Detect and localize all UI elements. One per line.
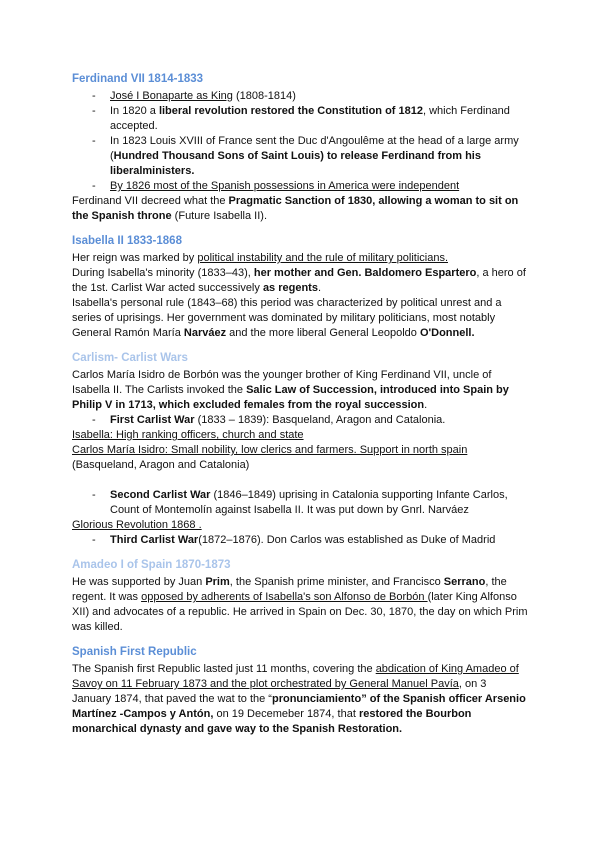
- heading-amadeo: Amadeo I of Spain 1870-1873: [72, 559, 231, 571]
- section-republic: [72, 645, 528, 737]
- link-jose-bonaparte[interactable]: José I Bonaparte as King: [110, 90, 233, 102]
- heading-isabella: Isabella II 1833-1868: [72, 235, 182, 247]
- carlist-list-2: [72, 488, 528, 518]
- list-item: [92, 413, 528, 428]
- section-ferdinand: [72, 72, 528, 224]
- link-carlos-support[interactable]: Carlos María Isidro: Small nobility, low clerics and farmers. Support in north spain: [72, 444, 468, 456]
- bold-text: Hundred Thousand Sons of Saint Louis) to release Ferdinand from his liberalministers.: [110, 150, 481, 177]
- text: (1846–1849) uprising in Catalonia supporting Infante Carlos, Count of Montemolín against Isabella II. It was put down by Gnrl. Narváez: [110, 489, 508, 516]
- text: Her reign was marked by: [72, 252, 198, 264]
- heading-carlism: Carlism- Carlist Wars: [72, 352, 188, 364]
- text: .: [424, 399, 428, 411]
- paragraph: [72, 266, 528, 296]
- section-carlism: [72, 351, 528, 548]
- bold-text: as regents: [262, 282, 318, 294]
- text: (Future Isabella II).: [171, 210, 267, 222]
- text: The Spanish first Republic lasted just 11 months, covering the: [72, 663, 376, 675]
- text: Ferdinand VII decreed what the: [72, 195, 229, 207]
- paragraph: (Basqueland, Aragon and Catalonia): [72, 459, 250, 471]
- text: .: [317, 282, 322, 294]
- text: , which Ferdinand accepted.: [110, 105, 510, 132]
- bold-text: liberal revolution restored the Constitution of 1812: [158, 105, 423, 117]
- text: In 1823 Louis XVIII of France sent the Duc d'Angoulême at the head of a large army (: [110, 135, 519, 162]
- text: , on 3 January 1874, that paved the wat to the “: [72, 678, 487, 705]
- link-opposition[interactable]: opposed by adherents of Isabella's son Alfonso de Borbón: [141, 591, 428, 603]
- paragraph: [72, 296, 528, 341]
- text: Isabella's personal rule (1843–68) this period was characterized by political unrest and a series of uprisings. Her government was dominated by military politicians, most notably General Ramón María: [72, 297, 502, 339]
- list-item: [92, 134, 528, 179]
- list-item: [92, 89, 528, 104]
- bold-text: Prim: [205, 576, 230, 588]
- text: , the Spanish prime minister, and Francisco: [229, 576, 444, 588]
- link-glorious-revolution[interactable]: Glorious Revolution 1868 .: [72, 519, 202, 531]
- text: , the regent. It was: [72, 576, 507, 603]
- section-isabella: [72, 234, 528, 341]
- bold-text: Pragmatic Sanction of 1830, allowing a woman to sit on the Spanish throne: [72, 195, 519, 222]
- paragraph: [72, 662, 528, 737]
- paragraph: [72, 251, 528, 266]
- paragraph: [72, 368, 528, 413]
- ferdinand-list: [72, 89, 528, 194]
- text: He was supported by Juan: [72, 576, 206, 588]
- bold-text: Serrano: [443, 576, 486, 588]
- bold-text: First Carlist War: [110, 414, 195, 426]
- text: During Isabella's minority (1833–43),: [72, 267, 254, 279]
- text: (1808-1814): [232, 90, 296, 102]
- bold-text: Salic Law of Succession, introduced into Spain by Philip V in 1713, which excluded females from the royal succession: [72, 384, 509, 411]
- text: , a hero of the 1st. Carlist War acted successively: [72, 267, 526, 294]
- carlist-list-3: [72, 533, 528, 548]
- paragraph: [72, 575, 528, 635]
- bold-text: restored the Bourbon monarchical dynasty and gave way to the Spanish Restoration.: [72, 708, 472, 735]
- heading-republic: Spanish First Republic: [72, 646, 197, 658]
- carlist-list-1: [72, 413, 528, 428]
- link-independence[interactable]: By 1826 most of the Spanish possessions in America were independent: [110, 180, 460, 192]
- list-item: [92, 533, 528, 548]
- text: on 19 Decemeber 1874, that: [213, 708, 359, 720]
- text: (later King Alfonso XII) and advocates of a republic. He arrived in Spain on Dec. 30, 1870, the day on which Prim was killed.: [72, 591, 528, 633]
- spacer: [72, 473, 528, 488]
- text: In 1820 a: [110, 105, 159, 117]
- bold-text: O'Donnell.: [419, 327, 475, 339]
- list-item: [92, 179, 528, 194]
- link-isabella-support[interactable]: Isabella: High ranking officers, church and state: [72, 429, 304, 441]
- paragraph: [72, 518, 528, 533]
- link-instability[interactable]: political instability and the rule of military politicians.: [197, 252, 448, 264]
- link-abdication[interactable]: abdication of King Amadeo of Savoy on 11 February 1873 and the plot orchestrated by General Manuel Pavía: [72, 663, 519, 690]
- paragraph: [72, 194, 528, 224]
- text: Carlos María Isidro de Borbón was the younger brother of King Ferdinand VII, uncle of Isabella II. The Carlists invoked the: [72, 369, 492, 396]
- bold-text: Narváez: [183, 327, 227, 339]
- bold-text: Second Carlist War: [110, 489, 211, 501]
- text: (1833 – 1839): Basqueland, Aragon and Catalonia.: [194, 414, 446, 426]
- list-item: [92, 488, 528, 518]
- section-amadeo: [72, 558, 528, 635]
- bold-text: her mother and Gen. Baldomero Espartero: [253, 267, 477, 279]
- bold-text: Third Carlist War: [110, 534, 199, 546]
- list-item: [92, 104, 528, 134]
- bold-text: pronunciamiento” of the Spanish officer Arsenio Martínez -Campos y Antón,: [72, 693, 526, 720]
- heading-ferdinand: Ferdinand VII 1814-1833: [72, 73, 204, 85]
- text: (1872–1876). Don Carlos was established as Duke of Madrid: [198, 534, 496, 546]
- text: and the more liberal General Leopoldo: [226, 327, 420, 339]
